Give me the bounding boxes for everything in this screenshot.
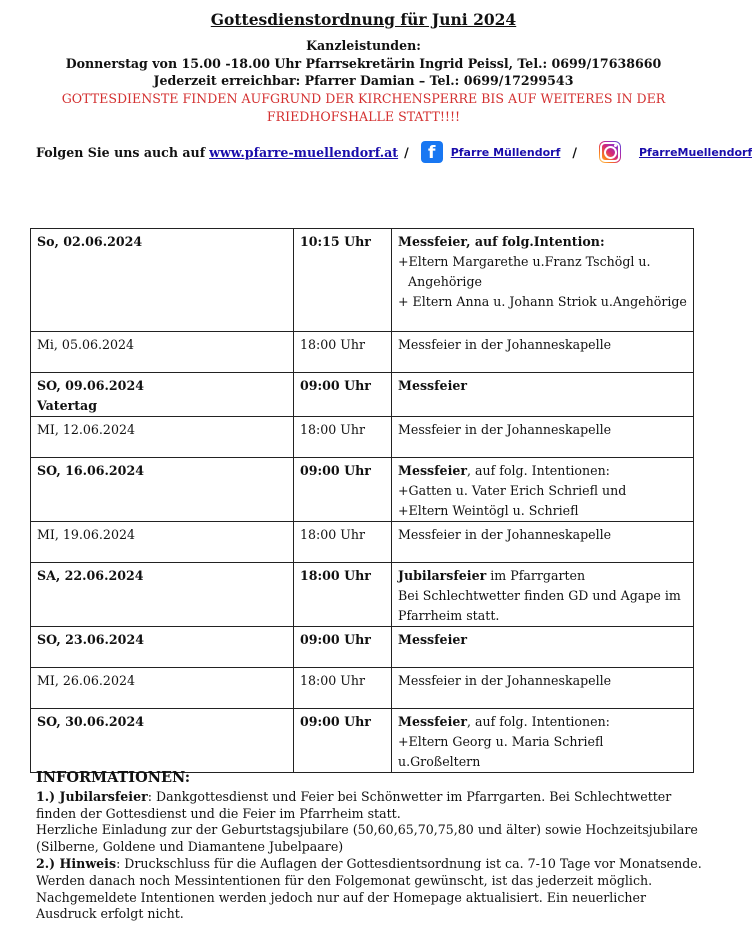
- schedule-date: Mi, 05.06.2024: [31, 332, 294, 373]
- schedule-row: [31, 332, 694, 373]
- intention-line: Angehörige: [408, 274, 482, 289]
- schedule-date: SO, 16.06.2024: [31, 458, 294, 522]
- schedule-row: [31, 417, 694, 458]
- schedule-row: [31, 709, 694, 773]
- schedule-date: SO, 09.06.2024 Vatertag: [31, 373, 294, 417]
- schedule-row: [31, 373, 694, 417]
- schedule-row: [31, 627, 694, 668]
- schedule-row: [31, 668, 694, 709]
- schedule-description: Messfeier in der Johanneskapelle: [392, 668, 694, 709]
- schedule-date: SO, 23.06.2024: [31, 627, 294, 668]
- intention-line: +Eltern Margarethe u.Franz Tschögl u.: [398, 254, 651, 269]
- intention-line: +Eltern Weintögl u. Schriefl: [398, 503, 579, 518]
- intention-line: + Eltern Anna u. Johann Striok u.Angehörige: [398, 294, 687, 309]
- website-link[interactable]: www.pfarre-muellendorf.at: [209, 144, 399, 160]
- schedule-date: SA, 22.06.2024: [31, 563, 294, 627]
- schedule-row: [31, 563, 694, 627]
- schedule-table: [30, 228, 694, 773]
- schedule-time: 09:00 Uhr: [294, 458, 392, 522]
- schedule-time: 09:00 Uhr: [294, 627, 392, 668]
- info-title: INFORMATIONEN:: [36, 769, 191, 786]
- schedule-time: 10:15 Uhr: [294, 229, 392, 332]
- schedule-time: 18:00 Uhr: [294, 417, 392, 458]
- schedule-time: 18:00 Uhr: [294, 522, 392, 563]
- schedule-time: 09:00 Uhr: [294, 373, 392, 417]
- instagram-link[interactable]: PfarreMuellendorf: [638, 145, 752, 159]
- schedule-description: Messfeier in der Johanneskapelle: [392, 332, 694, 373]
- separator: /: [404, 144, 409, 160]
- office-hours-label: Kanzleistunden:: [306, 38, 421, 53]
- schedule-description: Messfeier: [392, 373, 694, 417]
- schedule-time: 09:00 Uhr: [294, 709, 392, 773]
- schedule-date-note: Vatertag: [37, 398, 98, 413]
- schedule-description: Messfeier: [392, 627, 694, 668]
- schedule-row: [31, 522, 694, 563]
- schedule-date: So, 02.06.2024: [31, 229, 294, 332]
- follow-text: Folgen Sie uns auch auf: [36, 144, 206, 160]
- schedule-row: [31, 229, 694, 332]
- notice-line-2: FRIEDHOFSHALLE STATT!!!!: [266, 109, 461, 124]
- notice-line-1: GOTTESDIENSTE FINDEN AUFGRUND DER KIRCHENSPERRE BIS AUF WEITERES IN DER: [61, 91, 666, 106]
- separator: /: [572, 144, 577, 160]
- schedule-description: Messfeier in der Johanneskapelle: [392, 417, 694, 458]
- instagram-icon[interactable]: [599, 141, 621, 163]
- schedule-description: Messfeier, auf folg. Intentionen: +Gatten u. Vater Erich Schriefl und +Eltern Weintögl u. Schriefl: [392, 458, 694, 522]
- info-item-1-invitation: Herzliche Einladung zur der Geburtstagsjubilare (50,60,65,70,75,80 und älter) sowie Hochzeitsjubilare (Silberne, Goldene und Diamantene Jubelpaare): [36, 822, 698, 855]
- schedule-time: 18:00 Uhr: [294, 668, 392, 709]
- facebook-link[interactable]: Pfarre Müllendorf: [450, 145, 561, 159]
- intention-line: +Gatten u. Vater Erich Schriefl und: [398, 483, 627, 498]
- schedule-description: Messfeier, auf folg.Intention: +Eltern Margarethe u.Franz Tschögl u. Angehörige + Eltern Anna u. Johann Striok u.Angehörige: [392, 229, 694, 332]
- social-follow-bar: [36, 138, 752, 166]
- schedule-time: 18:00 Uhr: [294, 332, 392, 373]
- office-hours-line: Donnerstag von 15.00 -18.00 Uhr Pfarrsekretärin Ingrid Peissl, Tel.: 0699/17638660: [65, 56, 662, 71]
- schedule-row: [31, 458, 694, 522]
- info-item-2: 2.) Hinweis: Druckschluss für die Auflagen der Gottesdientsordnung ist ca. 7-10 Tage vor Monatsende. Werden danach noch Messintentionen für den Folgemonat gewünscht, ist das jederzeit möglich. Nachgemeldete Intentionen werden jedoch nur auf der Homepage aktualisiert. Ein neuerlicher Ausdruck erfolgt nicht.: [36, 855, 702, 922]
- schedule-description: Messfeier, auf folg. Intentionen: +Eltern Georg u. Maria Schriefl u.Großeltern: [392, 709, 694, 773]
- schedule-date: MI, 26.06.2024: [31, 668, 294, 709]
- schedule-description: Messfeier in der Johanneskapelle: [392, 522, 694, 563]
- info-item-1: 1.) Jubilarsfeier: Dankgottesdienst und Feier bei Schönwetter im Pfarrgarten. Bei Schlechtwetter finden der Gottesdienst und die Feier im Pfarrheim statt.: [36, 788, 672, 821]
- schedule-date: MI, 19.06.2024: [31, 522, 294, 563]
- schedule-time: 18:00 Uhr: [294, 563, 392, 627]
- schedule-description: Jubilarsfeier im Pfarrgarten Bei Schlechtwetter finden GD und Agape im Pfarrheim statt.: [392, 563, 694, 627]
- page-title: Gottesdienstordnung für Juni 2024: [210, 10, 517, 29]
- facebook-icon[interactable]: f: [421, 141, 443, 163]
- schedule-date: SO, 30.06.2024: [31, 709, 294, 773]
- intention-line: +Eltern Georg u. Maria Schriefl u.Großeltern: [398, 734, 604, 769]
- intention-line: Bei Schlechtwetter finden GD und Agape im: [398, 588, 681, 603]
- intention-line: Pfarrheim statt.: [398, 608, 500, 623]
- pastor-contact-line: Jederzeit erreichbar: Pfarrer Damian – Tel.: 0699/17299543: [153, 73, 574, 88]
- schedule-date: MI, 12.06.2024: [31, 417, 294, 458]
- information-section: [36, 770, 706, 923]
